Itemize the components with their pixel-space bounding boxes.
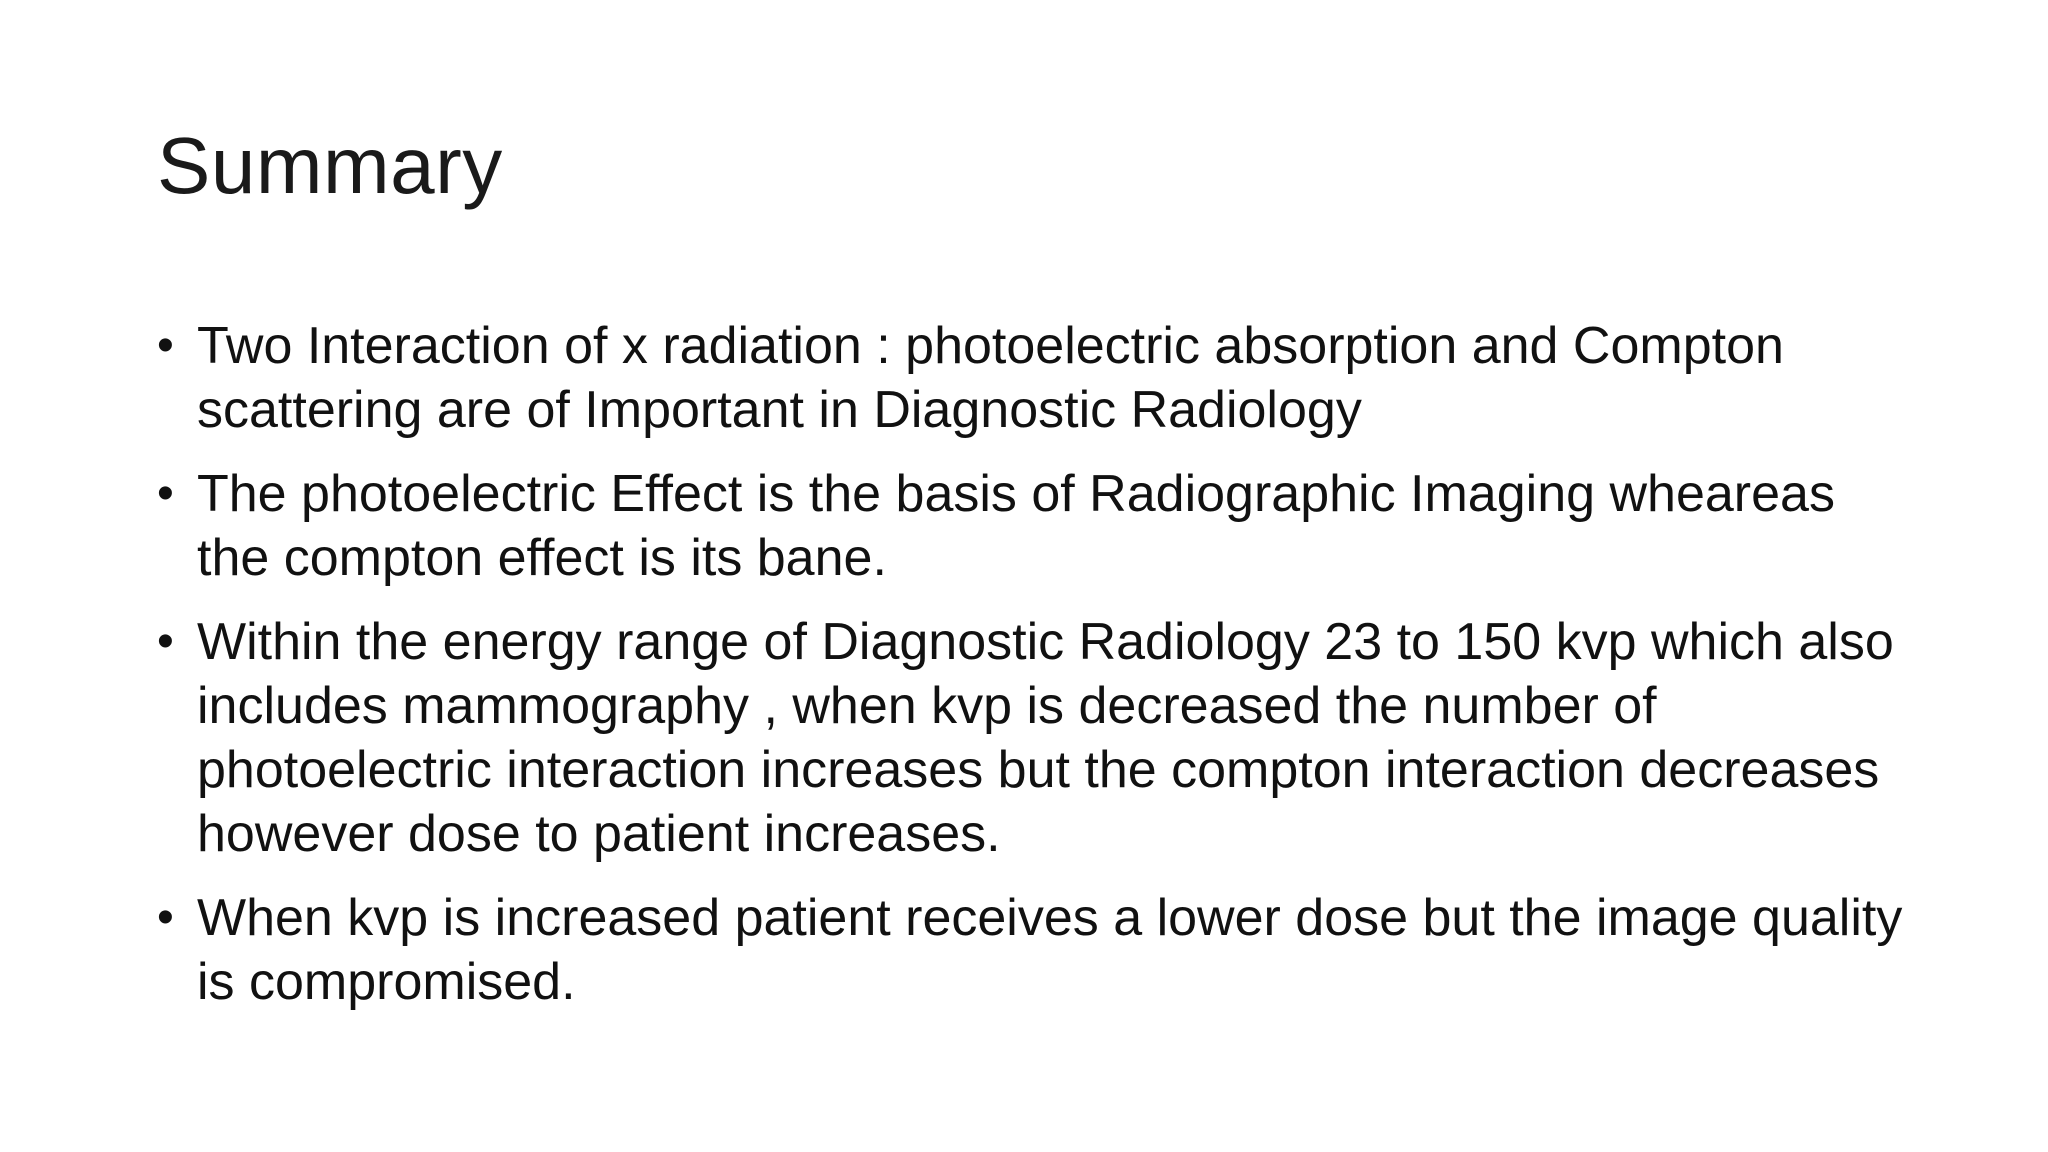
bullet-list (157, 314, 1917, 1034)
bullet-item (157, 462, 1917, 590)
bullet-icon: • (157, 319, 174, 372)
bullet-text: Two Interaction of x radiation : photoelectric absorption and Compton scattering are of Important in Diagnostic Radiology (197, 317, 1784, 439)
bullet-icon: • (157, 615, 174, 668)
bullet-item (157, 610, 1917, 866)
bullet-item (157, 314, 1917, 442)
bullet-text: The photoelectric Effect is the basis of Radiographic Imaging wheareas the compton effect is its bane. (197, 465, 1835, 587)
bullet-text: When kvp is increased patient receives a lower dose but the image quality is compromised. (197, 889, 1903, 1011)
bullet-icon: • (157, 467, 174, 520)
bullet-text: Within the energy range of Diagnostic Radiology 23 to 150 kvp which also includes mammography , when kvp is decreased the number of photoelectric interaction increases but the compton interaction decreases however dose to patient increases. (197, 613, 1894, 863)
bullet-item (157, 886, 1917, 1014)
slide-title: Summary (157, 121, 503, 210)
bullet-icon: • (157, 891, 174, 944)
